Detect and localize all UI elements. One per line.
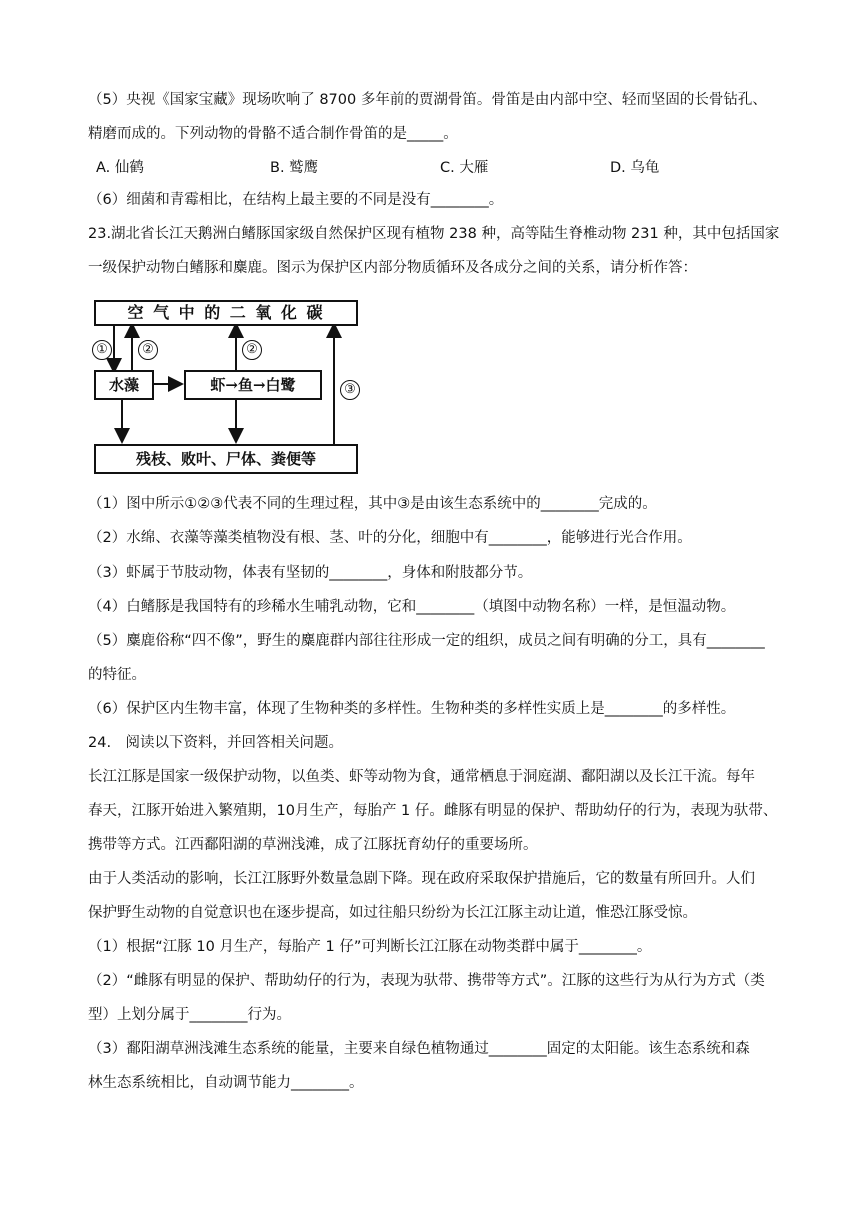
choice-d: D. 乌龟	[610, 160, 660, 176]
q23-sub6: （6）保护区内生物丰富，体现了生物种类的多样性。生物种类的多样性实质上是________的多样性。	[88, 701, 736, 717]
q24-sub1: （1）根据“江豚 10 月生产，每胎产 1 仔”可判断长江江豚在动物类群中属于________。	[88, 939, 652, 955]
co2-box: 空 气 中 的 二 氧 化 碳	[94, 300, 358, 326]
q24-para2-line1: 由于人类活动的影响，长江江豚野外数量急剧下降。现在政府采取保护措施后，它的数量有所回升。人们	[88, 871, 755, 887]
process-2a-label: ②	[138, 340, 158, 360]
process-1-label: ①	[92, 340, 112, 360]
choice-c: C. 大雁	[440, 160, 489, 176]
q24-para1-line1: 长江江豚是国家一级保护动物，以鱼类、虾等动物为食，通常栖息于洞庭湖、鄱阳湖以及长江干流。每年	[88, 769, 755, 785]
q23-intro-line1: 23.湖北省长江天鹅洲白鳍豚国家级自然保护区现有植物 238 种，高等陆生脊椎动物 231 种，其中包括国家	[88, 226, 780, 242]
q23-sub5-line2: 的特征。	[88, 667, 146, 683]
q23-sub3: （3）虾属于节肢动物，体表有坚韧的________，身体和附肢都分节。	[88, 565, 533, 581]
q24-title: 24. 阅读以下资料，并回答相关问题。	[88, 735, 344, 751]
q23-sub5-line1: （5）麋鹿俗称“四不像”，野生的麋鹿群内部往往形成一定的组织，成员之间有明确的分工，具有________	[88, 633, 765, 649]
choice-b: B. 鹫鹰	[270, 160, 319, 176]
q23-intro-line2: 一级保护动物白鳍豚和麋鹿。图示为保护区内部分物质循环及各成分之间的关系，请分析作答：	[88, 260, 697, 276]
q22-choices	[96, 156, 796, 178]
detritus-box: 残枝、败叶、尸体、粪便等	[94, 444, 358, 474]
q22-part5-line1: （5）央视《国家宝藏》现场吹响了 8700 多年前的贾湖骨笛。骨笛是由内部中空、轻而坚固的长骨钻孔、	[88, 92, 767, 108]
q23-sub1: （1）图中所示①②③代表不同的生理过程，其中③是由该生态系统中的________完成的。	[88, 496, 657, 512]
algae-box: 水藻	[94, 370, 154, 400]
q24-para1-line2: 春天，江豚开始进入繁殖期，10月生产，每胎产 1 仔。雌豚有明显的保护、帮助幼仔的行为，表现为驮带、	[88, 803, 778, 819]
q23-sub4: （4）白鳍豚是我国特有的珍稀水生哺乳动物，它和________（填图中动物名称）一样，是恒温动物。	[88, 599, 736, 615]
q24-para1-line3: 携带等方式。江西鄱阳湖的草洲浅滩，成了江豚抚育幼仔的重要场所。	[88, 837, 538, 853]
q24-sub2-line1: （2）“雌豚有明显的保护、帮助幼仔的行为，表现为驮带、携带等方式”。江豚的这些行为从行为方式（类	[88, 973, 765, 989]
q22-part5-line2: 精磨而成的。下列动物的骨骼不适合制作骨笛的是_____。	[88, 126, 458, 142]
q24-para2-line2: 保护野生动物的自觉意识也在逐步提高，如过往船只纷纷为长江江豚主动让道，惟恐江豚受惊。	[88, 905, 697, 921]
process-3-label: ③	[340, 380, 360, 400]
choice-a: A. 仙鹤	[96, 160, 144, 176]
q24-sub2-line2: 型）上划分属于________行为。	[88, 1007, 291, 1023]
food-chain-box: 虾→鱼→白鹭	[184, 370, 322, 400]
q23-sub2: （2）水绵、衣藻等藻类植物没有根、茎、叶的分化，细胞中有________，能够进行光合作用。	[88, 530, 692, 546]
process-2b-label: ②	[242, 340, 262, 360]
q22-part6: （6）细菌和青霉相比，在结构上最主要的不同是没有________。	[88, 192, 504, 208]
carbon-cycle-diagram	[92, 296, 362, 476]
q24-sub3-line1: （3）鄱阳湖草洲浅滩生态系统的能量，主要来自绿色植物通过________固定的太阳能。该生态系统和森	[88, 1041, 750, 1057]
q24-sub3-line2: 林生态系统相比，自动调节能力________。	[88, 1075, 364, 1091]
